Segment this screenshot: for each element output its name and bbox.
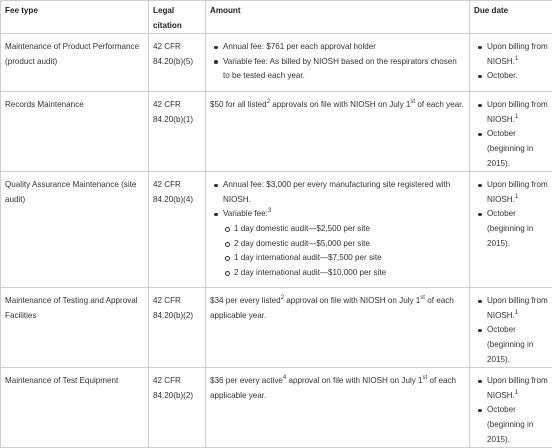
list-item: October (beginning in 2015). <box>487 207 548 251</box>
list-item: October (beginning in 2015). <box>487 127 548 171</box>
sub-list <box>223 222 465 280</box>
fee-type-cell: Maintenance of Test Equipment <box>1 368 149 448</box>
fee-type-cell: Quality Assurance Maintenance (site audit) <box>1 172 149 288</box>
citation-cell: 42 CFR 84.20(b)(2) <box>149 368 206 448</box>
list-item: Annual fee: $761 per each approval holder <box>223 40 465 55</box>
list-item: Upon billing from NIOSH.$^1$ <box>487 178 548 207</box>
sub-list-item: 1 day domestic audit—$2,500 per site <box>234 222 465 237</box>
list-item: October (beginning in 2015). <box>487 323 548 367</box>
table-row <box>1 172 552 288</box>
list-item: October. <box>487 69 548 84</box>
amount-cell <box>206 34 470 92</box>
due-list <box>474 40 548 84</box>
footnote-marker: 4 <box>283 375 286 381</box>
list-item: Upon billing from NIOSH.$^1$ <box>487 374 548 403</box>
amount-cell <box>206 172 470 288</box>
due-date-cell <box>470 34 552 92</box>
due-date-cell <box>470 288 552 368</box>
fee-type-cell: Records Maintenance <box>1 92 149 172</box>
amount-cell: $36 per every active$^4$ approval on file with NIOSH on July 1st of each applicable year. <box>206 368 470 448</box>
footnote-marker: 3 <box>268 208 271 214</box>
due-list <box>474 374 548 447</box>
header-legal-citation: Legal citation <box>149 1 206 34</box>
footnote-marker: 1 <box>515 56 518 62</box>
citation-cell: 42 CFR 84.20(b)(1) <box>149 92 206 172</box>
citation-cell: 42 CFR 84.20(b)(5) <box>149 34 206 92</box>
sub-list-item: 1 day international audit—$7,500 per site <box>234 251 465 266</box>
list-item: Annual fee: $3,000 per every manufacturing site registered with NIOSH. <box>223 178 465 207</box>
citation-cell: 42 CFR 84.20(b)(2) <box>149 288 206 368</box>
list-item: October (beginning in 2015). <box>487 403 548 447</box>
footnote-marker: 2 <box>281 295 284 301</box>
amount-cell: $50 for all listed$^2$ approvals on file with NIOSH on July 1st of each year. <box>206 92 470 172</box>
citation-cell: 42 CFR 84.20(b)(4) <box>149 172 206 288</box>
table-row <box>1 34 552 92</box>
list-item: Variable fee: As billed by NIOSH based on the respirators chosen to be tested each year. <box>223 55 465 84</box>
header-fee-type: Fee type <box>1 1 149 34</box>
header-amount: Amount <box>206 1 470 34</box>
due-list <box>474 178 548 251</box>
fee-type-cell: Maintenance of Product Performance (product audit) <box>1 34 149 92</box>
list-item: Upon billing from NIOSH.$^1$ <box>487 40 548 69</box>
due-date-cell <box>470 368 552 448</box>
due-list <box>474 294 548 367</box>
due-list <box>474 98 548 171</box>
table-row <box>1 368 552 448</box>
header-due-date: Due date <box>470 1 552 34</box>
due-date-cell <box>470 92 552 172</box>
footnote-marker: 1 <box>515 114 518 120</box>
table-row <box>1 92 552 172</box>
amount-cell: $34 per every listed$^2$ approval on file with NIOSH on July 1st of each applicable year. <box>206 288 470 368</box>
list-item: Variable fee:$^3$ 1 day domestic audit—$2,500 per site 2 day domestic audit—$5,000 per site 1 day international audit—$7,500 per site 2 day international audit—$10,000 per site <box>223 207 465 280</box>
footnote-marker: 1 <box>515 194 518 200</box>
footnote-marker: 1 <box>515 310 518 316</box>
header-row <box>1 1 552 34</box>
table-row <box>1 288 552 368</box>
footnote-marker: 1 <box>515 390 518 396</box>
amount-list <box>210 178 465 280</box>
list-item: Upon billing from NIOSH.$^1$ <box>487 294 548 323</box>
sub-list-item: 2 day domestic audit—$5,000 per site <box>234 237 465 252</box>
fee-type-cell: Maintenance of Testing and Approval Facilities <box>1 288 149 368</box>
list-item: Upon billing from NIOSH.$^1$ <box>487 98 548 127</box>
sub-list-item: 2 day international audit—$10,000 per site <box>234 266 465 281</box>
amount-list <box>210 40 465 84</box>
due-date-cell <box>470 172 552 288</box>
footnote-marker: 2 <box>267 99 270 105</box>
